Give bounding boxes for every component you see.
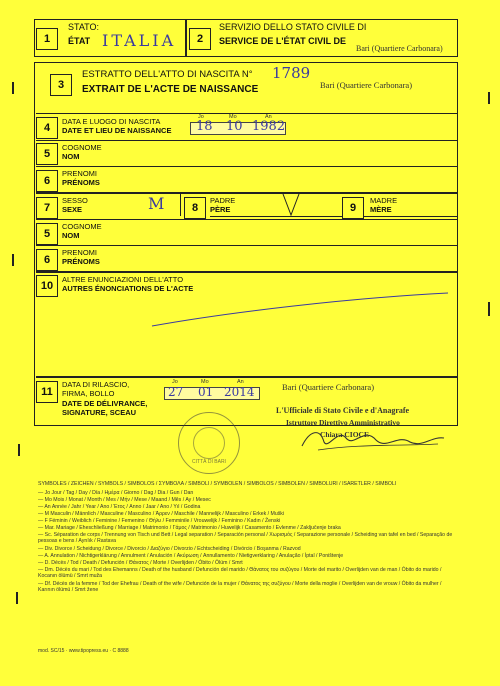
field-number: 5	[36, 223, 58, 245]
date-header-day: Jo	[198, 114, 204, 120]
field-number: 7	[36, 197, 58, 219]
row-firstnames	[36, 166, 458, 167]
symbol-line: — Jo Jour / Tag / Day / Día / Ημέρα / Giorno / Dag / Dia / Gun / Dan	[38, 490, 194, 496]
mother-label-it: MADRE	[370, 196, 398, 205]
symbol-line: — Mar. Mariage / Eheschließung / Marriage / Matrimonio / Γάμος / Matrimonio / Huwelijk / Casamento / Evlenme / Zaključenje braka	[38, 525, 341, 531]
symbol-line: — M Masculin / Männlich / Masculine / Masculino / Άρρεν / Maschile / Mannelijk / Masculino / Erkek / Muški	[38, 511, 285, 517]
issue-label-it-2: FIRMA, BOLLO	[62, 389, 115, 398]
issue-day: 27	[168, 385, 184, 399]
symbol-line: — F Féminin / Weiblich / Feminine / Femenino / Θήλυ / Femminile / Vrouwelijk / Feminino / Kadın / Ženski	[38, 518, 281, 524]
row-parent-surname	[36, 219, 458, 220]
margin-mark	[18, 444, 20, 456]
other-label-it: ALTRE ENUNCIAZIONI DELL'ATTO	[62, 275, 184, 284]
title-place-stamp: Bari (Quartiere Carbonara)	[320, 80, 413, 90]
birth-label-fr: DATE ET LIEU DE NAISSANCE	[62, 126, 172, 135]
service-label-it: SERVIZIO DELLO STATO CIVILE DI	[219, 22, 367, 32]
row-issuance	[36, 376, 458, 378]
margin-mark	[488, 92, 490, 104]
father-label-it: PADRE	[210, 196, 236, 205]
field-number: 6	[36, 249, 58, 271]
issue-label-fr-2: SIGNATURE, SCEAU	[62, 408, 137, 417]
parents-v-marker	[282, 193, 300, 217]
birth-day: 18	[196, 119, 213, 134]
service-label-fr: SERVICE DE L'ÉTAT CIVIL DE	[219, 36, 346, 46]
field-number: 10	[36, 275, 58, 297]
round-stamp-text: CITTÀ DI BARI	[192, 459, 226, 465]
symbol-line: — Div. Divorce / Scheidung / Divorce / Divorcio / Διαζύγιο / Divorzio / Echtscheiding / Divórcio / Boşanma / Razvod	[38, 546, 301, 552]
row-parent-firstnames	[36, 245, 458, 246]
date-header-year: An	[265, 114, 272, 120]
row-birth	[36, 113, 458, 114]
issue-label-it-1: DATA DI RILASCIO,	[62, 380, 130, 389]
field-number: 1	[36, 28, 58, 50]
field-number: 8	[184, 197, 206, 219]
issue-label-fr-1: DATE DE DÉLIVRANCE,	[62, 399, 148, 408]
issue-year: 2014	[224, 385, 255, 399]
state-value: ITALIA	[102, 31, 177, 50]
symbols-heading: SYMBOLES / ZEICHEN / SYMBOLS / SIMBOLOS / ΣΥΜΒΟΛΑ / SIMBOLI / SYMBOLEN / SIMBOLOS / SIMBOLEN / SIMBOLURI / ISARETLER / SIMBOLI	[38, 481, 397, 487]
date-header-month: Mo	[229, 114, 237, 120]
field-number: 4	[36, 117, 58, 139]
issue-date-header-month: Mo	[201, 379, 209, 385]
symbol-line: — D. Décès / Tod / Death / Defunción / Θάνατος / Morte / Overlijden / Óbito / Ölüm / Smrt	[38, 560, 243, 566]
issuer-line1: L'Ufficiale di Stato Civile e d'Anagrafe	[276, 406, 410, 415]
sex-value: M	[148, 194, 165, 213]
mother-label-fr: MÈRE	[370, 205, 392, 214]
symbol-line: — An Année / Jahr / Year / Ano / Έτος / Anno / Jaar / Ano / Yıl / Godina	[38, 504, 201, 510]
other-label-fr: AUTRES ÉNONCIATIONS DE L'ACTE	[62, 284, 194, 293]
sex-label-fr: SEXE	[62, 205, 83, 214]
margin-mark	[12, 254, 14, 266]
row-sex-parents	[36, 192, 458, 194]
symbol-line: — A. Annulation / Nichtigerklärung / Annulment / Anulación / Ακύρωση / Annullamento / Nietigverklaring / Anulação / İptal / Poništenje	[38, 553, 344, 559]
title-it	[82, 69, 253, 81]
form-footer: mod. SC/15 · www.tipopress.eu · C 8888	[38, 648, 129, 654]
field-number: 6	[36, 170, 58, 192]
row-surname	[36, 140, 458, 141]
issue-date-header-year: An	[237, 379, 244, 385]
row-other-statements	[36, 271, 458, 273]
divider	[180, 192, 181, 216]
parent-firstnames-label-fr: PRÉNOMS	[62, 257, 100, 266]
round-stamp-inner	[193, 427, 225, 459]
birth-month: 10	[226, 119, 243, 134]
title-n-label: N°	[241, 69, 253, 80]
parent-surname-label-fr: NOM	[62, 231, 80, 240]
surname-label-it: COGNOME	[62, 143, 102, 152]
sex-label-it: SESSO	[62, 196, 88, 205]
symbol-line: — Dm. Décès du mari / Tod des Ehemanns / Death of the husband / Defunción del marido / Θάνατος του συζύγου / Morte del marito / Overlijden van de man / Óbito do marido / Kocanın ölümü / Smrt muža	[38, 567, 442, 580]
field-number: 5	[36, 143, 58, 165]
round-stamp	[178, 412, 240, 474]
father-label-fr: PÈRE	[210, 205, 231, 214]
act-number: 1789	[272, 64, 311, 82]
issuer-line3: Chiara CIOCE	[320, 430, 369, 439]
symbol-line: — Sc. Séparation de corps / Trennung von Tisch und Bett / Legal separation / Separación personal / Χωρισμός / Separazione personale / Scheiding van tafel en bed / Separação de pessoas e bens / Ayrılık / Rastava	[38, 532, 453, 545]
service-value-stamp: Bari (Quartiere Carbonara)	[356, 44, 443, 53]
firstnames-label-fr: PRÉNOMS	[62, 178, 100, 187]
margin-mark	[16, 592, 18, 604]
issue-month: 01	[198, 385, 214, 399]
firstnames-label-it: PRENOMI	[62, 169, 98, 178]
birth-label-it: DATA E LUOGO DI NASCITA	[62, 117, 161, 126]
title-fr: EXTRAIT DE L'ACTE DE NAISSANCE	[82, 84, 259, 95]
field-number: 11	[36, 381, 58, 403]
state-label-it: STATO:	[68, 22, 100, 32]
title-it-text: ESTRATTO DELL'ATTO DI NASCITA	[82, 69, 240, 80]
surname-label-fr: NOM	[62, 152, 80, 161]
parent-firstnames-label-it: PRENOMI	[62, 248, 98, 257]
issue-date-header-day: Jo	[172, 379, 178, 385]
birth-year: 1982	[252, 119, 286, 134]
parent-surname-label-it: COGNOME	[62, 222, 102, 231]
issuer-place: Bari (Quartiere Carbonara)	[282, 382, 375, 392]
strike-through-line	[150, 290, 450, 330]
issuer-line2: Istruttore Direttivo Amministrativo	[286, 418, 400, 427]
field-number: 3	[50, 74, 72, 96]
margin-mark	[488, 302, 490, 316]
state-label-fr: ÉTAT	[68, 36, 91, 46]
symbol-line: — Df. Décès de la femme / Tod der Ehefrau / Death of the wife / Defunción de la mujer / Θάνατος της συζύγου / Morte della moglie / Overlijden van de vrouw / Óbito da mulher / Karının ölümü / Smrt žene	[38, 581, 442, 594]
field-number: 9	[342, 197, 364, 219]
column-divider	[210, 216, 458, 217]
field-number: 2	[189, 28, 211, 50]
margin-mark	[12, 82, 14, 94]
symbol-line: — Mo Mois / Monat / Month / Mes / Μήν / Mese / Maand / Mês / Ay / Mesec	[38, 497, 211, 503]
signature-scribble	[298, 420, 448, 454]
